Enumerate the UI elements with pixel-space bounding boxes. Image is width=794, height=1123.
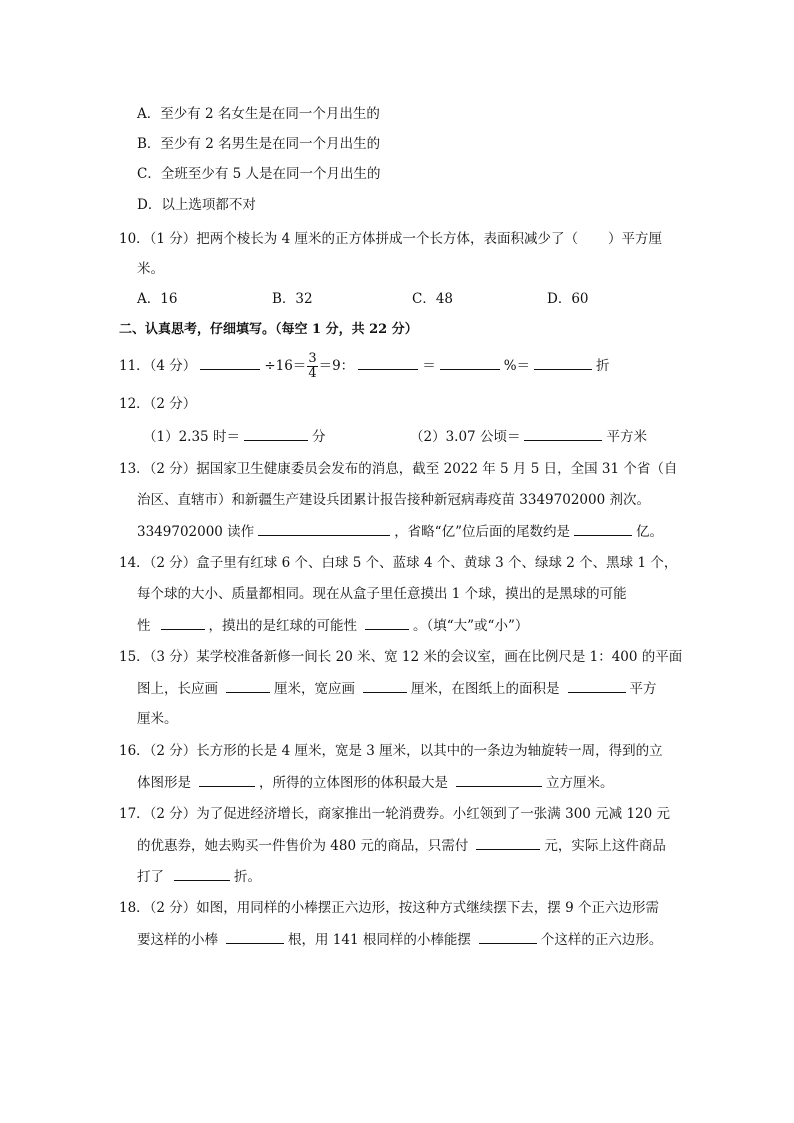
blank-11-4[interactable] [534,355,592,370]
question-14-line-1: 14．（2 分）盒子里有红球 6 个、白球 5 个、蓝球 4 个、黄球 3 个、绿球 2 个、黑球 1 个， [119,555,678,571]
question-12-part-1: （1）2.35 时＝ 分 [143,426,325,447]
question-13-line-2: 治区、直辖市）和新疆生产建设兵团累计报告接种新冠病毒疫苗 3349702000 剂次。 [137,492,650,508]
question-15-line-1: 15．（3 分）某学校准备新修一间长 20 米、宽 12 米的会议室，画在比例尺是 1：400 的平面 [119,649,683,665]
blank-14-1[interactable] [161,615,205,630]
q10-option-a: A．16 [137,291,178,307]
question-10-line-1: 10．（1 分）把两个棱长为 4 厘米的正方体拼成一个长方体，表面积减少了（ ）平方厘 [119,231,662,247]
question-17-line-3: 打了 折。 [137,866,261,887]
option-d: D．以上选项都不对 [137,197,256,213]
question-12-part-2: （2）3.07 公顷＝ 平方米 [410,426,647,447]
blank-13-1[interactable] [258,521,390,536]
blank-16-1[interactable] [199,772,255,787]
q10-option-c: C．48 [412,291,454,307]
question-10-line-2: 米。 [137,261,164,277]
option-a: A．至少有 2 名女生是在同一个月出生的 [137,106,380,122]
question-13-line-3: 3349702000 读作 ，省略“亿”位后面的尾数约是 亿。 [137,521,663,542]
question-18-line-2: 要这样的小棒 根，用 141 根同样的小棒能摆 个这样的正六边形。 [137,929,662,950]
blank-11-2[interactable] [358,355,418,370]
blank-16-2[interactable] [456,772,542,787]
question-11: 11．（4 分） ÷16＝ $\frac{3}{4}$ ＝9： ＝ %＝ 折 [119,351,610,381]
question-17-line-2: 的优惠券，她去购买一件售价为 480 元的商品，只需付 元，实际上这件商品 [137,835,666,856]
question-14-line-2: 每个球的大小、质量都相同。现在从盒子里任意摸出 1 个球，摸出的是黑球的可能 [137,586,627,602]
question-16-line-1: 16．（2 分）长方形的长是 4 厘米，宽是 3 厘米，以其中的一条边为轴旋转一周，得到的立 [119,743,663,759]
question-13-line-1: 13．（2 分）据国家卫生健康委员会发布的消息，截至 2022 年 5 月 5 日，全国 31 个省（自 [119,461,678,477]
question-12-head: 12．（2 分） [119,396,197,412]
option-b: B．至少有 2 名男生是在同一个月出生的 [137,136,381,152]
blank-12-2[interactable] [524,426,602,441]
question-15-line-2: 图上，长应画 厘米，宽应画 厘米，在图纸上的面积是 平方 [137,678,657,699]
blank-15-1[interactable] [226,678,270,693]
blank-15-2[interactable] [363,678,407,693]
fraction: $\frac{3}{4}$ [308,351,317,381]
question-16-line-2: 体图形是 ，所得的立体图形的体积最大是 立方厘米。 [137,772,614,793]
question-14-line-3: 性 ，摸出的是红球的可能性 。（填“大”或“小”） [137,615,528,636]
blank-17-2[interactable] [174,866,230,881]
question-15-line-3: 厘米。 [137,711,178,727]
blank-12-1[interactable] [244,426,308,441]
blank-14-2[interactable] [365,615,409,630]
blank-11-1[interactable] [200,355,260,370]
option-c: C．全班至少有 5 人是在同一个月出生的 [137,166,381,182]
q10-option-d: D．60 [547,291,589,307]
blank-18-2[interactable] [479,929,537,944]
blank-13-2[interactable] [574,521,632,536]
section-heading: 二、认真思考，仔细填写。（每空 1 分，共 22 分） [119,322,418,337]
question-18-line-1: 18．（2 分）如图，用同样的小棒摆正六边形，按这种方式继续摆下去，摆 9 个正六边形需 [119,900,659,916]
blank-11-3[interactable] [440,355,500,370]
blank-15-3[interactable] [568,678,626,693]
blank-18-1[interactable] [226,929,284,944]
q10-option-b: B．32 [272,291,313,307]
blank-17-1[interactable] [476,835,540,850]
question-17-line-1: 17．（2 分）为了促进经济增长，商家推出一轮消费券。小红领到了一张满 300 元减 120 元 [119,806,671,822]
